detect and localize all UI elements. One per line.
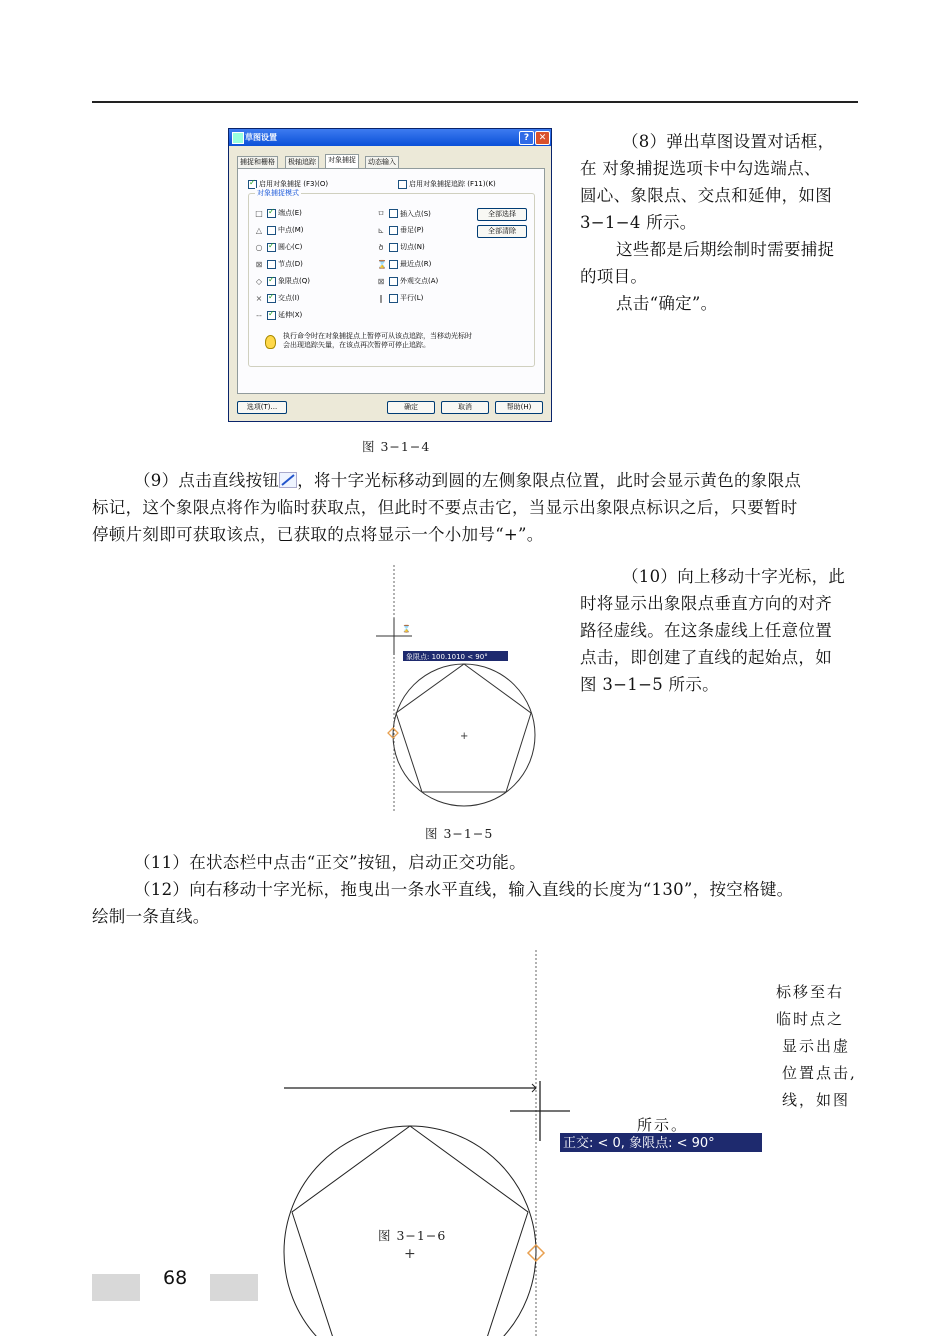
checkbox-mark [398,180,407,189]
checkbox-mark [267,294,276,303]
snap-mode-checkbox[interactable] [377,242,425,252]
text-line: 在 对象捕捉选项卡中勾选端点、 [580,159,821,178]
hint-text [283,332,472,350]
snap-symbol-icon: ⊠ [377,276,385,286]
snap-mode-label: 象限点(Q) [278,277,310,285]
pentagon [396,664,531,792]
snap-mode-label: 外观交点(A) [400,277,439,285]
text-line: （8）弹出草图设置对话框， [622,132,835,151]
text-line: 所示。 [637,1116,689,1134]
snap-mode-label: 圆心(C) [278,243,303,251]
checkbox-mark [267,311,276,320]
snap-mode-label: 切点(N) [400,243,425,251]
snap-symbol-icon: ○ [255,242,263,252]
snap-mode-checkbox[interactable] [255,310,302,320]
tab-snap-grid[interactable]: 捕捉和栅格 [237,156,278,168]
checkbox-mark [267,277,276,286]
checkbox-mark [389,243,398,252]
snap-mode-label: 垂足(P) [400,226,424,234]
figure-3-1-6-drawing [270,950,770,1336]
enable-track-label: 启用对象捕捉追踪 (F11)(K) [409,180,496,188]
snap-symbol-icon: ㅁ [377,209,385,218]
crosshair-cursor [376,618,412,655]
ok-button[interactable]: 确定 [387,401,435,414]
options-button[interactable]: 选项(T)... [237,401,287,414]
crosshair-cursor [510,1081,570,1141]
text-line: 标移至右 [776,983,845,1001]
figure-3-1-5-drawing [360,563,560,813]
snap-symbol-icon: △ [255,225,263,235]
header-rule [92,101,858,103]
snap-mode-label: 平行(L) [400,294,424,302]
hint-line: 执行命令时在对象捕捉点上暂停可从该点追踪，当移动光标时 [283,332,472,340]
checkbox-mark [389,294,398,303]
text-line: （11）在状态栏中点击“正交”按钮，启动正交功能。 [134,853,526,872]
center-mark: + [460,731,469,742]
checkbox-mark [389,260,398,269]
enable-snap-label: 启用对象捕捉 (F3)(O) [259,180,329,188]
snap-mode-label: 中点(M) [278,226,304,234]
text-line [92,467,867,494]
text-line: 显示出虚 [782,1037,851,1055]
checkbox-mark [267,209,276,218]
hint-line: 会出现追踪矢量，在该点再次暂停可停止追踪。 [283,341,430,349]
snap-mode-checkbox[interactable] [255,225,304,235]
tab-polar[interactable]: 极轴追踪 [285,156,319,168]
checkbox-mark [389,226,398,235]
text-line: 这些都是后期绘制时需要捕捉 [616,240,835,259]
snap-symbol-icon: -- [256,310,262,320]
snap-symbol-icon: × [255,293,263,303]
paragraph-9 [92,467,867,548]
dialog-title: 草图设置 [245,133,277,142]
caption-fig-3-1-5: 图 3−1−5 [425,826,494,841]
center-mark: + [404,1246,416,1262]
drafting-settings-dialog [228,128,552,422]
text-run: （9）点击直线按钮 [134,471,280,490]
caption-fig-3-1-4: 图 3−1−4 [362,439,431,454]
checkbox-mark [389,277,398,286]
cancel-button[interactable]: 取消 [441,401,489,414]
text-line: 点击，即创建了直线的起始点，如 [580,648,832,667]
snap-mode-checkbox[interactable] [377,259,431,269]
snap-mode-label: 节点(D) [278,260,303,268]
snap-symbol-icon: ◇ [255,276,263,286]
lightbulb-icon [265,335,276,349]
text-line: 圆心、象限点、交点和延伸，如图 [580,186,832,205]
footer-bar-right [210,1274,258,1301]
text-line: 线，如图 [782,1091,851,1109]
snap-mode-label: 插入点(S) [400,209,431,218]
snap-symbol-icon: ծ [378,242,384,252]
tab-object-snap[interactable]: 对象捕捉 [325,154,359,168]
checkbox-mark [267,243,276,252]
tooltip-text: 象限点: 100.1010 < 90° [406,653,488,661]
text-line: 时将显示出象限点垂直方向的对齐 [580,594,832,613]
enable-track-checkbox[interactable] [398,179,496,189]
paragraph-13-fragment [776,979,857,1114]
snap-symbol-icon: ⌛ [377,259,387,269]
clear-all-button[interactable]: 全部清除 [477,225,527,238]
text-line: 点击“确定”。 [616,294,718,313]
text-line: 路径虚线。在这条虚线上任意位置 [580,621,832,640]
caption-fig-3-1-6: 图 3−1−6 [378,1228,447,1243]
snap-modes-group [248,189,535,367]
page-number: 68 [163,1267,188,1289]
snap-symbol-icon: ⊠ [255,259,263,269]
snap-mode-label: 延伸(X) [278,311,303,319]
checkbox-mark [267,260,276,269]
snap-mode-checkbox[interactable] [255,242,302,252]
snap-symbol-icon: ∥ [379,293,383,303]
text-line: （10）向上移动十字光标，此 [622,567,846,586]
text-line: 图 3−1−5 所示。 [580,675,719,694]
paragraph-10 [580,563,865,698]
snap-mode-checkbox[interactable] [255,276,310,286]
help-icon[interactable]: ? [519,131,534,145]
paragraph-11-12 [92,849,867,930]
text-line: 的项目。 [580,267,648,286]
snap-mode-checkbox[interactable] [377,293,423,303]
snap-symbol-icon: □ [255,208,263,218]
text-line: 停顿片刻即可获取该点，已获取的点将显示一个小加号“+”。 [92,525,544,544]
close-icon[interactable]: ✕ [535,131,550,145]
text-line: 绘制一条直线。 [92,907,210,926]
text-line: 3−1−4 所示。 [580,213,697,232]
text-run: ，将十字光标移动到圆的左侧象限点位置，此时会显示黄色的象限点 [297,471,802,490]
tooltip-text: 正交: < 0, 象限点: < 90° [563,1136,715,1151]
object-snap-panel [237,168,545,394]
snap-mode-label: 最近点(R) [400,260,432,268]
snap-mode-checkbox[interactable] [255,293,300,303]
snap-mode-checkbox[interactable] [377,276,438,286]
checkbox-mark [389,209,398,218]
snap-symbol-icon: ⊾ [377,225,385,235]
snap-mode-checkbox[interactable] [377,208,431,219]
select-all-button[interactable]: 全部选择 [477,208,527,221]
footer-bar-left [92,1274,140,1301]
snap-mode-checkbox[interactable] [255,208,302,218]
tab-dynamic-input[interactable]: 动态输入 [365,156,399,168]
paragraph-8 [580,128,865,317]
snap-mode-label: 交点(I) [278,294,300,302]
snap-mode-label: 端点(E) [278,209,302,217]
text-line: （12）向右移动十字光标，拖曳出一条水平直线，输入直线的长度为“130”，按空格键。 [134,880,794,899]
line-tool-icon [279,472,297,488]
app-icon [232,132,244,144]
text-line: 临时点之 [776,1010,845,1028]
quadrant-marker-icon: ⌛ [402,625,411,633]
help-button[interactable]: 帮助(H) [495,401,543,414]
checkbox-mark [267,226,276,235]
snap-mode-checkbox[interactable] [255,259,303,269]
group-label: 对象捕捉模式 [257,189,299,197]
dialog-titlebar [229,129,551,146]
snap-mode-checkbox[interactable] [377,225,424,235]
text-line: 标记，这个象限点将作为临时获取点，但此时不要点击它，当显示出象限点标识之后，只要暂时 [92,498,798,517]
text-line: 位置点击, [782,1064,857,1082]
